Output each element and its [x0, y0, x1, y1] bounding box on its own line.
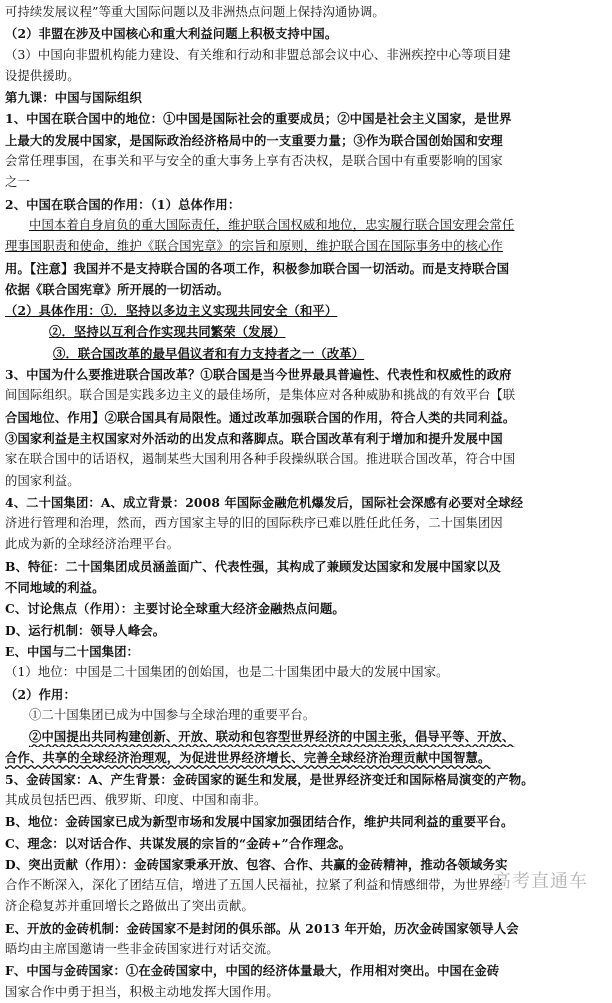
text-line: 间国际组织。联合国是实践多边主义的最佳场所，是集体应对各种威胁和挑战的有效平台【联: [5, 388, 516, 403]
text-line: B、地位：金砖国家已成为新型市场和发展中国家加强团结合作，维护共同利益的重要平台。: [5, 814, 514, 830]
text-line: 其成员包括巴西、俄罗斯、印度、中国和南非。: [5, 792, 267, 807]
text-line: E、中国与二十国集团：: [5, 643, 139, 659]
text-line: F、中国与金砖国家：①在金砖国家中，中国的经济体量最大，作用相对突出。中国在金砖: [5, 963, 500, 979]
text-line: E、开放的金砖机制：金砖国家不是封闭的俱乐部。从 2013 年开始，历次金砖国家领导人会: [5, 920, 519, 936]
text-line: C、讨论焦点（作用）：主要讨论全球重大经济金融热点问题。: [5, 601, 345, 617]
text-line: 晤均由主席国邀请一些非金砖国家进行对话交流。: [5, 942, 279, 957]
text-line: （3）中国向非盟机构能力建设、有关维和行动和非盟总部会议中心、非洲疾控中心等项目建: [5, 47, 511, 62]
text-line: 合作、共享的全球经济治理观，为促进世界经济增长、完善全球经济治理贡献中国智慧。: [5, 750, 491, 766]
text-line: 依据《联合国宪章》所开展的一切活动。: [5, 281, 230, 297]
text-line: （1）地位：中国是二十国集团的创始国，也是二十国集团中最大的发展中国家。: [5, 665, 449, 680]
text-line: 4、二十国集团：A、成立背景：2008 年国际金融危机爆发后，国际社会深感有必要对全球经: [5, 494, 524, 510]
watermark: 高考直通车: [493, 871, 588, 892]
text-line: 济进行管理和治理，然而，西方国家主导的旧的国际秩序已难以胜任此任务，二十国集团因: [5, 516, 503, 531]
text-line: （2）非盟在涉及中国核心和重大利益问题上积极支持中国。: [5, 26, 338, 42]
text-line: （2）作用：: [5, 686, 76, 702]
text-line: 之一: [5, 175, 30, 190]
text-line: D、突出贡献（作用）：金砖国家秉承开放、包容、合作、共赢的金砖精神，推动各领域务实: [5, 856, 508, 872]
text-line: 理事国职责和使命，维护《联合国宪章》的宗旨和原则，维护联合国在国际事务中的核心作: [5, 239, 503, 254]
text-line: D、运行机制：领导人峰会。: [5, 622, 166, 638]
text-line: B、特征：二十国集团成员涵盖面广、代表性强，其构成了兼顾发达国家和发展中国家以及: [5, 558, 501, 574]
text-line: 用。【注意】我国并不是支持联合国的各项工作，积极参加联合国一切活动。而是支持联合国: [5, 260, 510, 276]
text-line: 此成为新的全球经济治理平台。: [5, 537, 180, 552]
text-line: ①二十国集团已成为中国参与全球治理的重要平台。: [29, 707, 316, 722]
text-line: 合作不断深入，深化了团结互信，增进了五国人民福祉，拉紧了利益和情感细带，为世界经: [5, 878, 503, 893]
text-line: 合国地位、作用】②联合国具有局限性。通过改革加强联合国的作用，符合人类的共同利益。: [5, 409, 516, 425]
document-page: [5, 2, 607, 1003]
text-line: ③国家利益是主权国家对外活动的出发点和落脚点。联合国改革有利于增加和提升发展中国: [5, 430, 503, 446]
text-line: 不同地域的利益。: [5, 580, 105, 596]
text-line: 上最大的发展中国家，是国际政治经济格局中的一支重要力量；③作为联合国创始国和安理: [5, 132, 503, 148]
section-heading: 第九课：中国与国际组织: [5, 90, 142, 106]
text-line: 5、金砖国家：A、产生背景：金砖国家的诞生和发展，是世界经济变迁和国际格局演变的产物。: [5, 771, 534, 787]
text-line: ②．坚持以互利合作实现共同繁荣（发展）: [49, 324, 286, 340]
text-line: ②中国提出共同构建创新、开放、联动和包容型世界经济的中国主张，倡导平等、开放、: [29, 729, 515, 745]
text-line: 可持续发展议程”等重大国际问题以及非洲热点问题上保持沟通协调。: [5, 5, 385, 19]
text-line: 的国家利益。: [5, 473, 80, 488]
text-line: 2、中国在联合国的作用：（1）总体作用：: [5, 196, 241, 212]
text-line: 国家合作中勇于担当，积极主动地发挥大国作用。: [5, 984, 279, 999]
text-line: 家在联合国中的话语权，遏制某些大国利用各种手段操纵联合国。推进联合国改革，符合中国: [5, 452, 516, 467]
text-line: C、理念：以对话合作、共谋发展的宗旨的“金砖+”合作理念。: [5, 835, 352, 851]
text-line: 中国本着自身肩负的重大国际责任，维护联合国权威和地位，忠实履行联合国安理会常任: [29, 217, 515, 232]
text-line: 设提供援助。: [5, 68, 80, 83]
text-line: 3、中国为什么要推进联合国改革？①联合国是当今世界最具普遍性、代表性和权威性的政府: [5, 367, 512, 383]
text-line: （2）具体作用：①．坚持以多边主义实现共同安全（和平）: [5, 303, 338, 319]
text-line: 1、中国在联合国中的地位：①中国是国际社会的重要成员；②中国是社会主义国家，是世界: [5, 111, 512, 127]
text-line: ③．联合国改革的最早倡议者和有力支持者之一（改革）: [53, 345, 365, 361]
text-line: 济企稳复苏并重回增长之路做出了突出贡献。: [5, 899, 254, 914]
text-line: 会常任理事国，在事关和平与安全的重大事务上享有否决权，是联合国中有重要影响的国家: [5, 154, 503, 169]
